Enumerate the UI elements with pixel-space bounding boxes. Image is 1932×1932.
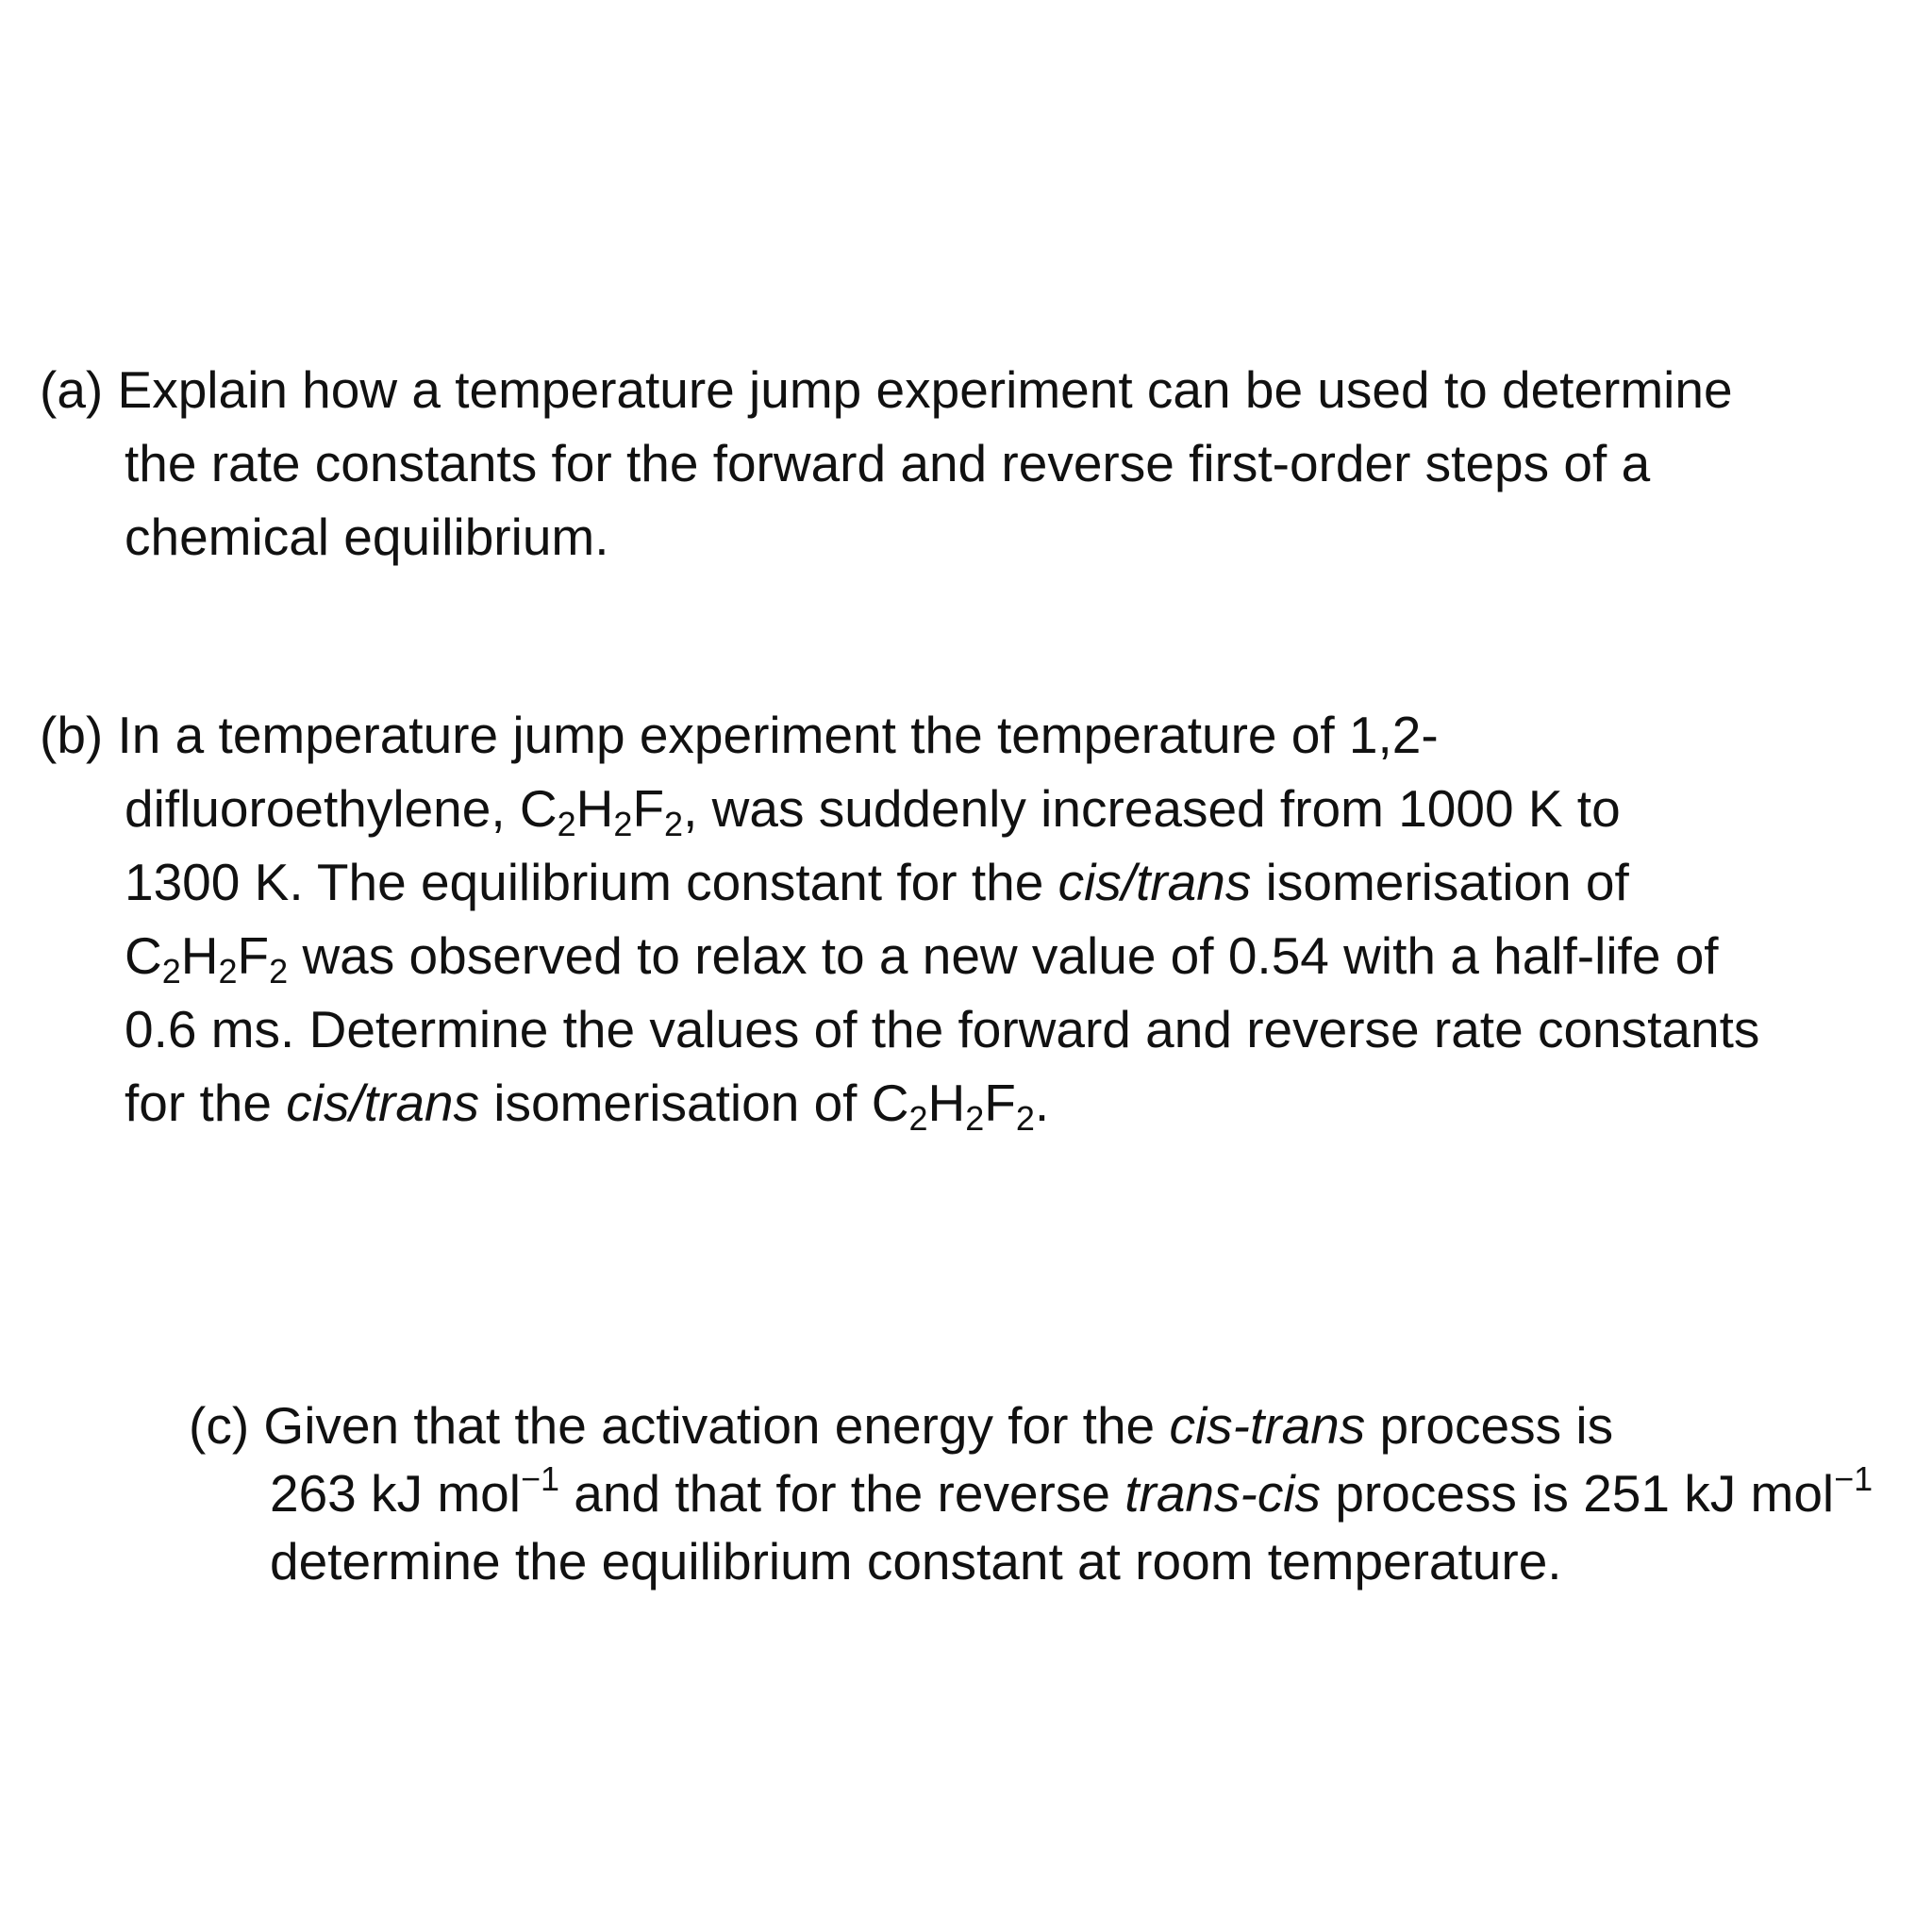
question-a-text-1: Explain how a temperature jump experiment can be used to determine	[117, 360, 1733, 419]
exponent: −1	[1834, 1459, 1874, 1498]
text-segment: isomerisation of	[479, 1074, 872, 1132]
text-segment: was observed to relax to a new value of 0.54 with a half-life of	[288, 926, 1719, 985]
question-b-line-6	[40, 1066, 1759, 1140]
question-c-label: (c)	[189, 1396, 250, 1455]
text-segment: for the	[125, 1074, 287, 1132]
question-c-line-1	[189, 1391, 1873, 1459]
question-b-line-1	[40, 698, 1759, 772]
question-b-line-3	[40, 845, 1759, 919]
question-b	[40, 698, 1759, 1140]
text-segment: Given that the activation energy for the	[263, 1396, 1170, 1455]
italic-term: trans-cis	[1124, 1464, 1322, 1523]
text-segment: difluoroethylene,	[125, 779, 520, 838]
question-a-line-3: chemical equilibrium.	[125, 508, 609, 566]
question-b-line-2	[40, 772, 1759, 845]
exponent: −1	[520, 1459, 559, 1498]
question-a-line-1	[40, 353, 1733, 426]
question-c-line-3: determine the equilibrium constant at room temperature.	[270, 1532, 1562, 1591]
question-c-line-2	[189, 1459, 1873, 1527]
italic-term: cis-trans	[1169, 1396, 1366, 1455]
question-c	[189, 1391, 1873, 1595]
question-b-line-5: 0.6 ms. Determine the values of the forward and reverse rate constants	[125, 1000, 1760, 1058]
italic-term: cis/trans	[286, 1074, 479, 1132]
text-segment: 263 kJ mol	[270, 1464, 521, 1523]
question-b-label: (b)	[40, 706, 104, 764]
text-segment: 1300 K. The equilibrium constant for the	[125, 853, 1058, 911]
chemical-formula: $C_2H_2F_2$	[125, 926, 289, 991]
chemical-formula: $C_2H_2F_2$	[519, 779, 684, 843]
text-segment: isomerisation of	[1251, 853, 1629, 911]
question-b-line-4	[40, 919, 1759, 992]
text-segment: process is	[1365, 1396, 1614, 1455]
question-b-text-1: In a temperature jump experiment the temperature of 1,2-	[117, 706, 1439, 764]
question-a-line-2: the rate constants for the forward and reverse first-order steps of a	[125, 434, 1651, 492]
question-a-label: (a)	[40, 360, 104, 419]
question-a	[40, 353, 1733, 574]
text-segment: .	[1034, 1074, 1050, 1132]
text-segment: process is 251 kJ mol	[1321, 1464, 1835, 1523]
text-segment: , was suddenly increased from 1000 K to	[683, 779, 1621, 838]
text-segment: and that for the reverse	[559, 1464, 1125, 1523]
italic-term: cis/trans	[1058, 853, 1252, 911]
chemical-formula: $C_2H_2F_2$	[871, 1074, 1035, 1138]
